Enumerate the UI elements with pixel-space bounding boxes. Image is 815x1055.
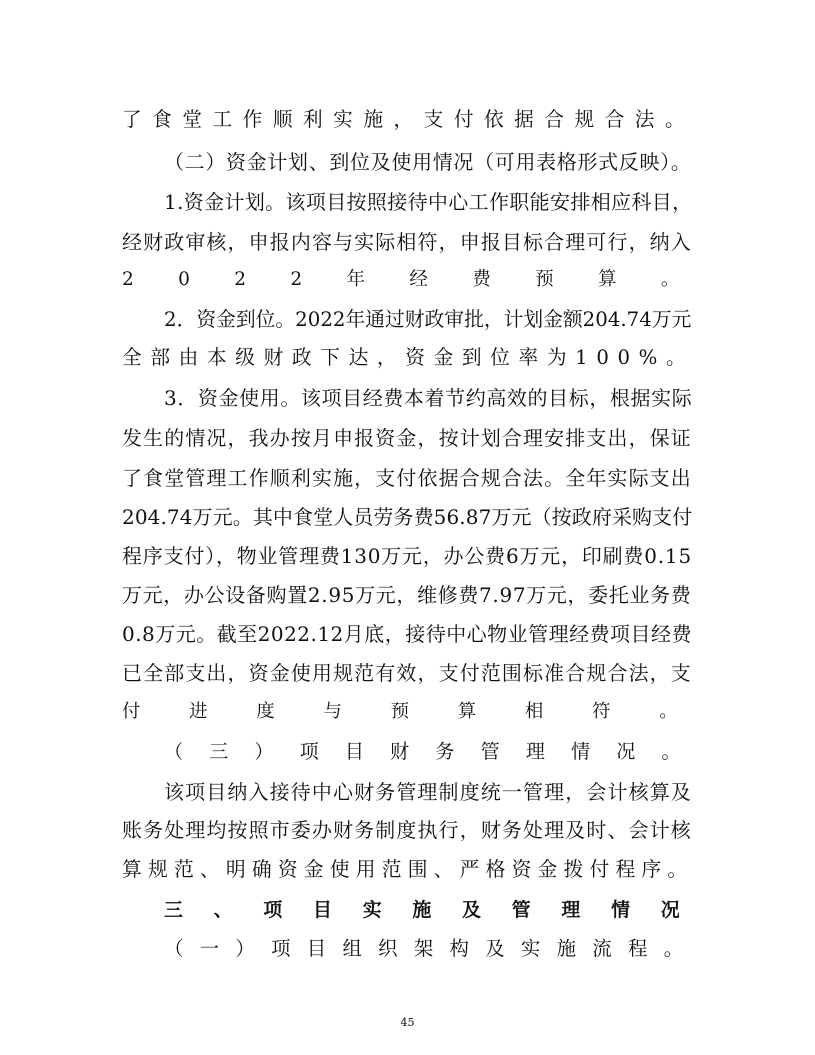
- paragraph-line: 经财政审核，申报内容与实际相符，申报目标合理可行，纳入: [122, 230, 692, 254]
- paragraph-line: 算规范、明确资金使用范围、严格资金拨付程序。: [122, 858, 694, 881]
- chapter-heading: 三、项目实施及管理情况: [164, 899, 711, 921]
- paragraph-line: 万元，办公设备购置2.95万元，维修费7.97万元，委托业务费: [122, 583, 692, 607]
- paragraph-line: 付进度与预算相符。: [122, 701, 727, 722]
- paragraph-line: 已全部支出，资金使用规范有效，支付范围标准合规合法，支: [122, 661, 692, 685]
- paragraph-line: 了食堂工作顺利实施，支付依据合规合法。: [122, 108, 696, 131]
- section-heading-3: （三）项目财务管理情况。: [164, 741, 707, 763]
- paragraph-line: 204.74万元。其中食堂人员劳务费56.87万元（按政府采购支付: [122, 505, 693, 529]
- paragraph-line: 3．资金使用。该项目经费本着节约高效的目标，根据实际: [164, 386, 693, 410]
- paragraph-line: 了食堂管理工作顺利实施，支付依据合规合法。全年实际支出: [122, 466, 692, 490]
- paragraph-line: 全部由本级财政下达，资金到位率为100%。: [122, 346, 695, 369]
- paragraph-line: 该项目纳入接待中心财务管理制度统一管理，会计核算及: [164, 780, 692, 804]
- paragraph-line: 1.资金计划。该项目按照接待中心工作职能安排相应科目，: [164, 190, 693, 214]
- paragraph-line: 程序支付），物业管理费130万元，办公费6万元，印刷费0.15: [122, 544, 692, 568]
- paragraph-line: 2022年经费预算。: [122, 269, 724, 290]
- paragraph-line: 发生的情况，我办按月申报资金，按计划合理安排支出，保证: [122, 426, 692, 450]
- page-number: 45: [400, 1016, 415, 1029]
- section-heading-2: （二）资金计划、到位及使用情况（可用表格形式反映）。: [164, 150, 692, 174]
- paragraph-line: 0.8万元。截至2022.12月底，接待中心物业管理经费项目经费: [122, 622, 692, 646]
- paragraph-line: 2．资金到位。2022年通过财政审批，计划金额204.74万元: [164, 308, 692, 331]
- paragraph-line: 账务处理均按照市委办财务制度执行，财务处理及时、会计核: [122, 818, 692, 842]
- section-heading-1: （一）项目组织架构及实施流程。: [164, 937, 700, 960]
